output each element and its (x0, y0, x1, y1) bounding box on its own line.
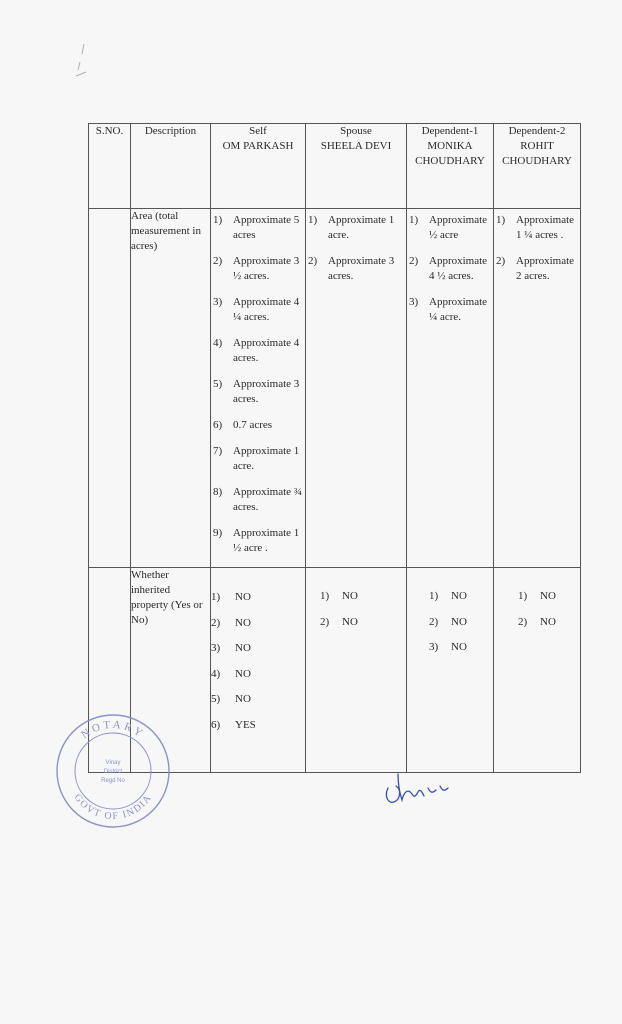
item-number: 8) (213, 486, 223, 498)
dependent2-inherited-cell (494, 568, 581, 773)
self-area-cell (211, 209, 306, 568)
item-text: Approximate 3 ½ acres. (233, 255, 300, 282)
list-item (213, 526, 303, 556)
list-item (308, 254, 404, 284)
header-dependent2-role: Dependent-2 (508, 125, 566, 137)
item-text: NO (235, 693, 251, 705)
list-item (407, 589, 493, 615)
dependent2-area-cell (494, 209, 581, 568)
item-number: 2) (213, 255, 223, 267)
stamp-inner-line: District (103, 769, 123, 775)
list-item (494, 589, 580, 615)
list-item (213, 418, 303, 433)
item-text: NO (540, 590, 556, 602)
item-text: YES (235, 718, 256, 731)
header-dependent1-role: Dependent-1 (421, 125, 479, 137)
item-text: NO (235, 642, 251, 654)
header-sno: S.NO. (89, 124, 131, 209)
notary-stamp (54, 712, 172, 830)
item-text: NO (451, 641, 467, 653)
list-item (213, 254, 303, 284)
item-number: 1) (308, 214, 318, 226)
list-item (211, 616, 305, 642)
scan-mark (70, 40, 100, 90)
item-number: 5) (213, 378, 223, 390)
list-item (409, 254, 491, 284)
item-text: Approximate ¾ acres. (233, 486, 303, 513)
svg-text:GOVT OF INDIA (72, 792, 155, 822)
header-dependent2 (494, 124, 581, 209)
item-number: 4) (213, 337, 223, 349)
list-item (213, 295, 303, 325)
list-item (213, 485, 303, 515)
description-cell: Whether inherited property (Yes or No) (131, 568, 211, 773)
list-item (496, 213, 578, 243)
item-text: NO (235, 667, 251, 680)
item-text: Approximate 3 acres. (233, 378, 300, 405)
header-self-name: OM PARKASH (222, 140, 294, 152)
description-cell: Area (total measurement in acres) (131, 209, 211, 568)
item-number: 6) (211, 718, 221, 731)
item-text: 0.7 acres (233, 419, 273, 431)
stamp-inner-line: Regd No (101, 778, 125, 784)
item-text: Approximate 1 acre. (233, 445, 300, 472)
dependent1-inherited-cell (407, 568, 494, 773)
list-item (211, 667, 305, 693)
header-dependent2-surname: CHOUDHARY (502, 155, 572, 167)
item-number: 5) (211, 693, 221, 705)
header-self-role: Self (249, 125, 267, 137)
item-text: Approximate 4 acres. (233, 337, 300, 364)
sno-cell (89, 209, 131, 568)
header-spouse-name: SHEELA DEVI (320, 140, 392, 152)
stamp-inner-line: Vinay (105, 760, 121, 766)
item-number: 2) (429, 615, 439, 628)
list-item (213, 336, 303, 366)
header-dependent1-surname: CHOUDHARY (415, 155, 485, 167)
list-item (211, 718, 305, 744)
list-item (407, 640, 493, 666)
item-text: Approximate 4 ¼ acres. (233, 296, 300, 323)
list-item (494, 615, 580, 641)
item-number: 1) (211, 591, 221, 603)
item-text: NO (451, 590, 467, 602)
item-number: 1) (409, 214, 419, 226)
header-dependent1-name: MONIKA (427, 140, 473, 152)
item-number: 3) (213, 296, 223, 308)
list-item (306, 589, 406, 615)
list-item (308, 213, 404, 243)
item-number: 3) (429, 641, 439, 653)
list-item (306, 615, 406, 641)
item-number: 2) (409, 255, 419, 267)
header-dependent1 (407, 124, 494, 209)
list-item (211, 590, 305, 616)
stamp-top-text: NOTARY (79, 718, 147, 742)
item-text: Approximate 5 acres (233, 214, 300, 241)
item-number: 3) (409, 296, 419, 308)
item-number: 9) (213, 527, 223, 539)
item-text: Approximate 1 ¼ acres . (516, 214, 575, 241)
item-number: 6) (213, 419, 223, 431)
list-item (409, 213, 491, 243)
item-number: 2) (308, 255, 318, 267)
item-number: 2) (211, 616, 221, 629)
item-number: 3) (211, 642, 221, 654)
dependent1-area-cell (407, 209, 494, 568)
item-number: 2) (496, 255, 506, 267)
item-number: 2) (518, 615, 528, 628)
header-description: Description (131, 124, 211, 209)
list-item (213, 377, 303, 407)
list-item (213, 444, 303, 474)
list-item (409, 295, 491, 325)
item-number: 7) (213, 445, 223, 457)
spouse-inherited-cell (306, 568, 407, 773)
item-text: Approximate 1 acre. (328, 214, 395, 241)
list-item (211, 641, 305, 667)
item-text: NO (540, 615, 556, 628)
self-inherited-cell (211, 568, 306, 773)
item-text: Approximate ½ acre (429, 214, 488, 241)
item-number: 1) (429, 590, 439, 602)
table-header-row (89, 124, 581, 209)
item-text: NO (235, 616, 251, 629)
list-item (407, 615, 493, 641)
item-text: Approximate 3 acres. (328, 255, 395, 282)
item-text: NO (342, 615, 358, 628)
item-number: 1) (496, 214, 506, 226)
item-text: NO (451, 615, 467, 628)
item-text: Approximate ¼ acre. (429, 296, 488, 323)
property-table (88, 123, 581, 773)
item-text: Approximate 1 ½ acre . (233, 527, 300, 554)
table-row (89, 209, 581, 568)
item-text: Approximate 2 acres. (516, 255, 575, 282)
item-number: 1) (320, 590, 330, 602)
header-self (211, 124, 306, 209)
list-item (211, 692, 305, 718)
item-text: NO (235, 591, 251, 603)
item-number: 1) (518, 590, 528, 602)
item-number: 4) (211, 667, 221, 680)
header-dependent2-name: ROHIT (520, 140, 554, 152)
list-item (213, 213, 303, 243)
list-item (496, 254, 578, 284)
item-text: Approximate 4 ½ acres. (429, 255, 488, 282)
header-spouse (306, 124, 407, 209)
signature (380, 766, 476, 812)
item-number: 1) (213, 214, 223, 226)
spouse-area-cell (306, 209, 407, 568)
item-text: NO (342, 590, 358, 602)
stamp-bottom-text: GOVT OF INDIA (71, 792, 155, 823)
item-number: 2) (320, 615, 330, 628)
header-spouse-role: Spouse (340, 125, 372, 137)
svg-text:NOTARY (79, 719, 147, 741)
